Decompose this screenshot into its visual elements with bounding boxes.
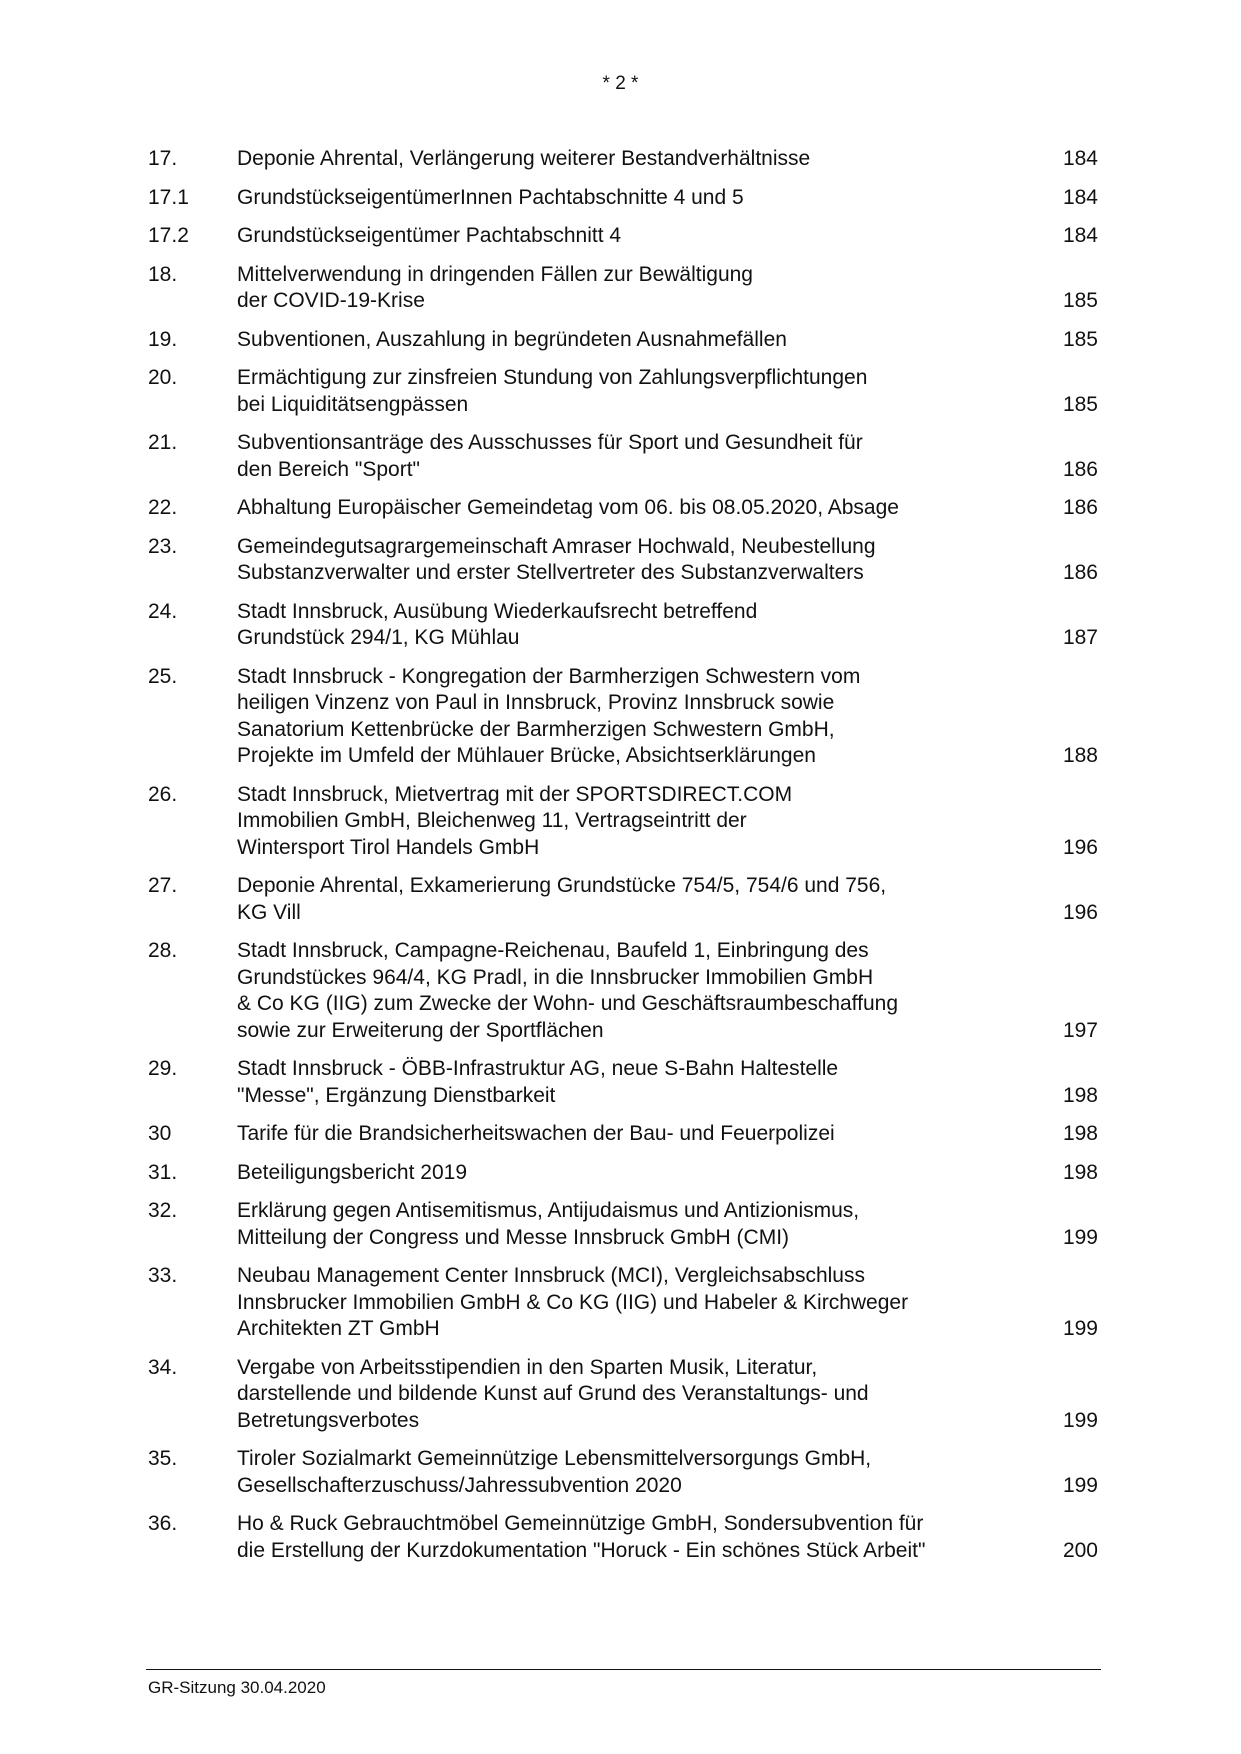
toc-entry-page: 185 xyxy=(1062,327,1098,351)
toc-entry-title xyxy=(237,1198,1027,1251)
toc-entry-title-line: Tarife für die Brandsicherheitswachen der Bau- und Feuerpolizei xyxy=(237,1122,835,1145)
footer-session-date: GR-Sitzung 30.04.2020 xyxy=(148,1678,326,1697)
toc-entry xyxy=(148,327,1098,354)
toc-entry-title-line: Grundstück 294/1, KG Mühlau xyxy=(237,626,520,649)
toc-entry-title-line: Innsbrucker Immobilien GmbH & Co KG (IIG) und Habeler & Kirchweger xyxy=(237,1290,909,1314)
toc-entry-number: 33. xyxy=(148,1264,178,1287)
toc-entry-number: 31. xyxy=(148,1160,178,1184)
toc-entry-title-line: Sanatorium Kettenbrücke der Barmherzigen Schwestern GmbH, xyxy=(237,717,835,741)
toc-entry-page: 199 xyxy=(1062,1473,1098,1497)
toc-entry-title-line: Ho & Ruck Gebrauchtmöbel Gemeinnützige GmbH, Sondersubvention für xyxy=(237,1512,924,1535)
toc-entry-title-line: Mitteilung der Congress und Messe Innsbruck GmbH (CMI) xyxy=(237,1225,790,1249)
toc-entry-title xyxy=(237,430,1027,483)
toc-entry-page: 188 xyxy=(1062,744,1098,767)
toc-entry-title-line: Deponie Ahrental, Verlängerung weiterer Bestandverhältnisse xyxy=(237,147,811,170)
toc-entry-page: 196 xyxy=(1062,835,1098,859)
toc-entry-title-line: Architekten ZT GmbH xyxy=(237,1317,440,1340)
toc-entry-title-line: Stadt Innsbruck, Ausübung Wiederkaufsrecht betreffend xyxy=(237,599,758,623)
toc-entry-number: 29. xyxy=(148,1057,178,1080)
toc-entry-title xyxy=(237,1160,1027,1187)
toc-entry-title-line: heiligen Vinzenz von Paul in Innsbruck, Provinz Innsbruck sowie xyxy=(237,691,835,714)
toc-entry-title-line: Abhaltung Europäischer Gemeindetag vom 06. bis 08.05.2020, Absage xyxy=(237,496,899,519)
table-of-contents xyxy=(148,146,1098,1576)
toc-entry-title xyxy=(237,365,1027,418)
toc-entry-title-line: der COVID-19-Krise xyxy=(237,289,425,312)
toc-entry-number: 25. xyxy=(148,664,178,688)
toc-entry-title-line: Subventionen, Auszahlung in begründeten Ausnahmefällen xyxy=(237,327,787,351)
toc-entry-title xyxy=(237,1263,1027,1343)
toc-entry-page: 186 xyxy=(1062,561,1098,584)
toc-entry-title-line: Beteiligungsbericht 2019 xyxy=(237,1160,467,1184)
toc-entry-title xyxy=(237,262,1027,315)
toc-entry-title-line: Substanzverwalter und erster Stellvertreter des Substanzverwalters xyxy=(237,561,864,584)
toc-entry-page: 187 xyxy=(1062,626,1098,649)
toc-entry-number: 19. xyxy=(148,327,178,351)
toc-entry-page: 197 xyxy=(1062,1018,1098,1042)
toc-entry-title-line: & Co KG (IIG) zum Zwecke der Wohn- und Geschäftsraumbeschaffung xyxy=(237,992,899,1015)
page-number: * 2 * xyxy=(602,73,639,94)
toc-entry xyxy=(148,430,1098,483)
toc-entry-title-line: Tiroler Sozialmarkt Gemeinnützige Lebensmittelversorgungs GmbH, xyxy=(237,1447,872,1470)
toc-entry-title xyxy=(237,223,1027,250)
toc-entry-title-line: Mittelverwendung in dringenden Fällen zur Bewältigung xyxy=(237,262,753,286)
toc-entry-title-line: Projekte im Umfeld der Mühlauer Brücke, Absichtserklärungen xyxy=(237,744,816,767)
toc-entry-number: 30 xyxy=(148,1122,172,1145)
toc-entry-title-line: Erklärung gegen Antisemitismus, Antijudaismus und Antizionismus, xyxy=(237,1199,860,1222)
toc-entry-page: 199 xyxy=(1062,1317,1098,1340)
toc-entry-title-line: Grundstückes 964/4, KG Pradl, in die Innsbrucker Immobilien GmbH xyxy=(237,965,874,989)
toc-entry-page: 199 xyxy=(1062,1408,1098,1432)
toc-entry xyxy=(148,1511,1098,1564)
toc-entry-title xyxy=(237,146,1027,173)
toc-entry-page: 184 xyxy=(1062,185,1098,209)
toc-entry-page: 184 xyxy=(1062,224,1098,247)
toc-entry-title xyxy=(237,1355,1027,1435)
toc-entry xyxy=(148,599,1098,652)
toc-entry xyxy=(148,365,1098,418)
footer-divider xyxy=(146,1669,1101,1670)
toc-entry-number: 24. xyxy=(148,599,178,623)
toc-entry-title-line: Gesellschafterzuschuss/Jahressubvention 2020 xyxy=(237,1473,682,1497)
toc-entry-title-line: die Erstellung der Kurzdokumentation "Horuck - Ein schönes Stück Arbeit" xyxy=(237,1538,926,1562)
toc-entry-page: 198 xyxy=(1062,1160,1098,1184)
toc-entry-title-line: Betretungsverbotes xyxy=(237,1408,420,1432)
toc-entry-number: 17. xyxy=(148,147,178,170)
toc-entry xyxy=(148,1160,1098,1187)
toc-entry xyxy=(148,495,1098,522)
toc-entry-title-line: Stadt Innsbruck - ÖBB-Infrastruktur AG, neue S-Bahn Haltestelle xyxy=(237,1057,839,1080)
toc-entry-title xyxy=(237,1446,1027,1499)
toc-entry-title-line: Gemeindegutsagrargemeinschaft Amraser Hochwald, Neubestellung xyxy=(237,534,876,558)
toc-entry-title-line: Ermächtigung zur zinsfreien Stundung von Zahlungsverpflichtungen xyxy=(237,366,868,389)
toc-entry-title xyxy=(237,664,1027,770)
toc-entry-title-line: "Messe", Ergänzung Dienstbarkeit xyxy=(237,1083,556,1107)
toc-entry xyxy=(148,1446,1098,1499)
toc-entry-title-line: den Bereich "Sport" xyxy=(237,457,421,481)
toc-entry-title-line: GrundstückseigentümerInnen Pachtabschnitte 4 und 5 xyxy=(237,185,744,209)
toc-entry xyxy=(148,1121,1098,1148)
toc-entry xyxy=(148,185,1098,212)
toc-entry-title-line: Wintersport Tirol Handels GmbH xyxy=(237,835,540,859)
toc-entry-title xyxy=(237,1511,1027,1564)
toc-entry xyxy=(148,1056,1098,1109)
toc-entry-number: 26. xyxy=(148,782,178,806)
toc-entry-title-line: Deponie Ahrental, Exkamerierung Grundstücke 754/5, 754/6 und 756, xyxy=(237,874,887,897)
toc-entry-title-line: Stadt Innsbruck - Kongregation der Barmherzigen Schwestern vom xyxy=(237,664,861,688)
toc-entry-page: 185 xyxy=(1062,289,1098,312)
toc-entry-title-line: Stadt Innsbruck, Mietvertrag mit der SPORTSDIRECT.COM xyxy=(237,782,793,806)
toc-entry-title-line: darstellende und bildende Kunst auf Grund des Veranstaltungs- und xyxy=(237,1382,869,1405)
toc-entry-title-line: Neubau Management Center Innsbruck (MCI), Vergleichsabschluss xyxy=(237,1264,865,1287)
toc-entry-title-line: Stadt Innsbruck, Campagne-Reichenau, Baufeld 1, Einbringung des xyxy=(237,939,869,962)
toc-entry xyxy=(148,223,1098,250)
toc-entry-title xyxy=(237,938,1027,1044)
toc-entry xyxy=(148,782,1098,862)
toc-entry-title xyxy=(237,1121,1027,1148)
toc-entry-number: 17.1 xyxy=(148,185,189,209)
toc-entry-title xyxy=(237,873,1027,926)
toc-entry xyxy=(148,146,1098,173)
toc-entry-number: 17.2 xyxy=(148,224,189,247)
toc-entry-title-line: Immobilien GmbH, Bleichenweg 11, Vertragseintritt der xyxy=(237,809,747,832)
toc-entry-page: 200 xyxy=(1062,1538,1098,1562)
toc-entry-number: 27. xyxy=(148,874,178,897)
toc-entry-page: 186 xyxy=(1062,496,1098,519)
toc-entry xyxy=(148,1198,1098,1251)
toc-entry-number: 21. xyxy=(148,431,178,454)
toc-entry-title xyxy=(237,782,1027,862)
toc-entry-page: 196 xyxy=(1062,900,1098,924)
toc-entry-title xyxy=(237,495,1027,522)
toc-entry-number: 36. xyxy=(148,1512,178,1535)
toc-entry-page: 199 xyxy=(1062,1225,1098,1249)
toc-entry xyxy=(148,262,1098,315)
toc-entry-page: 198 xyxy=(1062,1083,1098,1107)
toc-entry-number: 18. xyxy=(148,262,178,286)
toc-entry-title xyxy=(237,1056,1027,1109)
toc-entry xyxy=(148,534,1098,587)
toc-entry-page: 198 xyxy=(1062,1122,1098,1145)
toc-entry-title xyxy=(237,599,1027,652)
toc-entry xyxy=(148,664,1098,770)
toc-entry xyxy=(148,1263,1098,1343)
toc-entry-number: 22. xyxy=(148,496,178,519)
toc-entry xyxy=(148,938,1098,1044)
toc-entry-title-line: bei Liquiditätsengpässen xyxy=(237,392,469,416)
toc-entry-title-line: sowie zur Erweiterung der Sportflächen xyxy=(237,1018,604,1042)
toc-entry-title xyxy=(237,327,1027,354)
toc-entry-title-line: KG Vill xyxy=(237,900,301,924)
toc-entry-number: 35. xyxy=(148,1447,178,1470)
toc-entry-number: 34. xyxy=(148,1355,178,1379)
toc-entry xyxy=(148,1355,1098,1435)
toc-entry-page: 186 xyxy=(1062,457,1098,481)
toc-entry-number: 20. xyxy=(148,366,178,389)
toc-entry-title-line: Grundstückseigentümer Pachtabschnitt 4 xyxy=(237,224,622,247)
toc-entry-title xyxy=(237,534,1027,587)
toc-entry-title-line: Subventionsanträge des Ausschusses für Sport und Gesundheit für xyxy=(237,431,863,454)
toc-entry-title xyxy=(237,185,1027,212)
toc-entry-page: 184 xyxy=(1062,147,1098,170)
toc-entry-number: 23. xyxy=(148,534,178,558)
toc-entry-number: 32. xyxy=(148,1199,178,1222)
toc-entry-number: 28. xyxy=(148,939,178,962)
toc-entry-page: 185 xyxy=(1062,392,1098,416)
toc-entry-title-line: Vergabe von Arbeitsstipendien in den Sparten Musik, Literatur, xyxy=(237,1355,818,1379)
toc-entry xyxy=(148,873,1098,926)
